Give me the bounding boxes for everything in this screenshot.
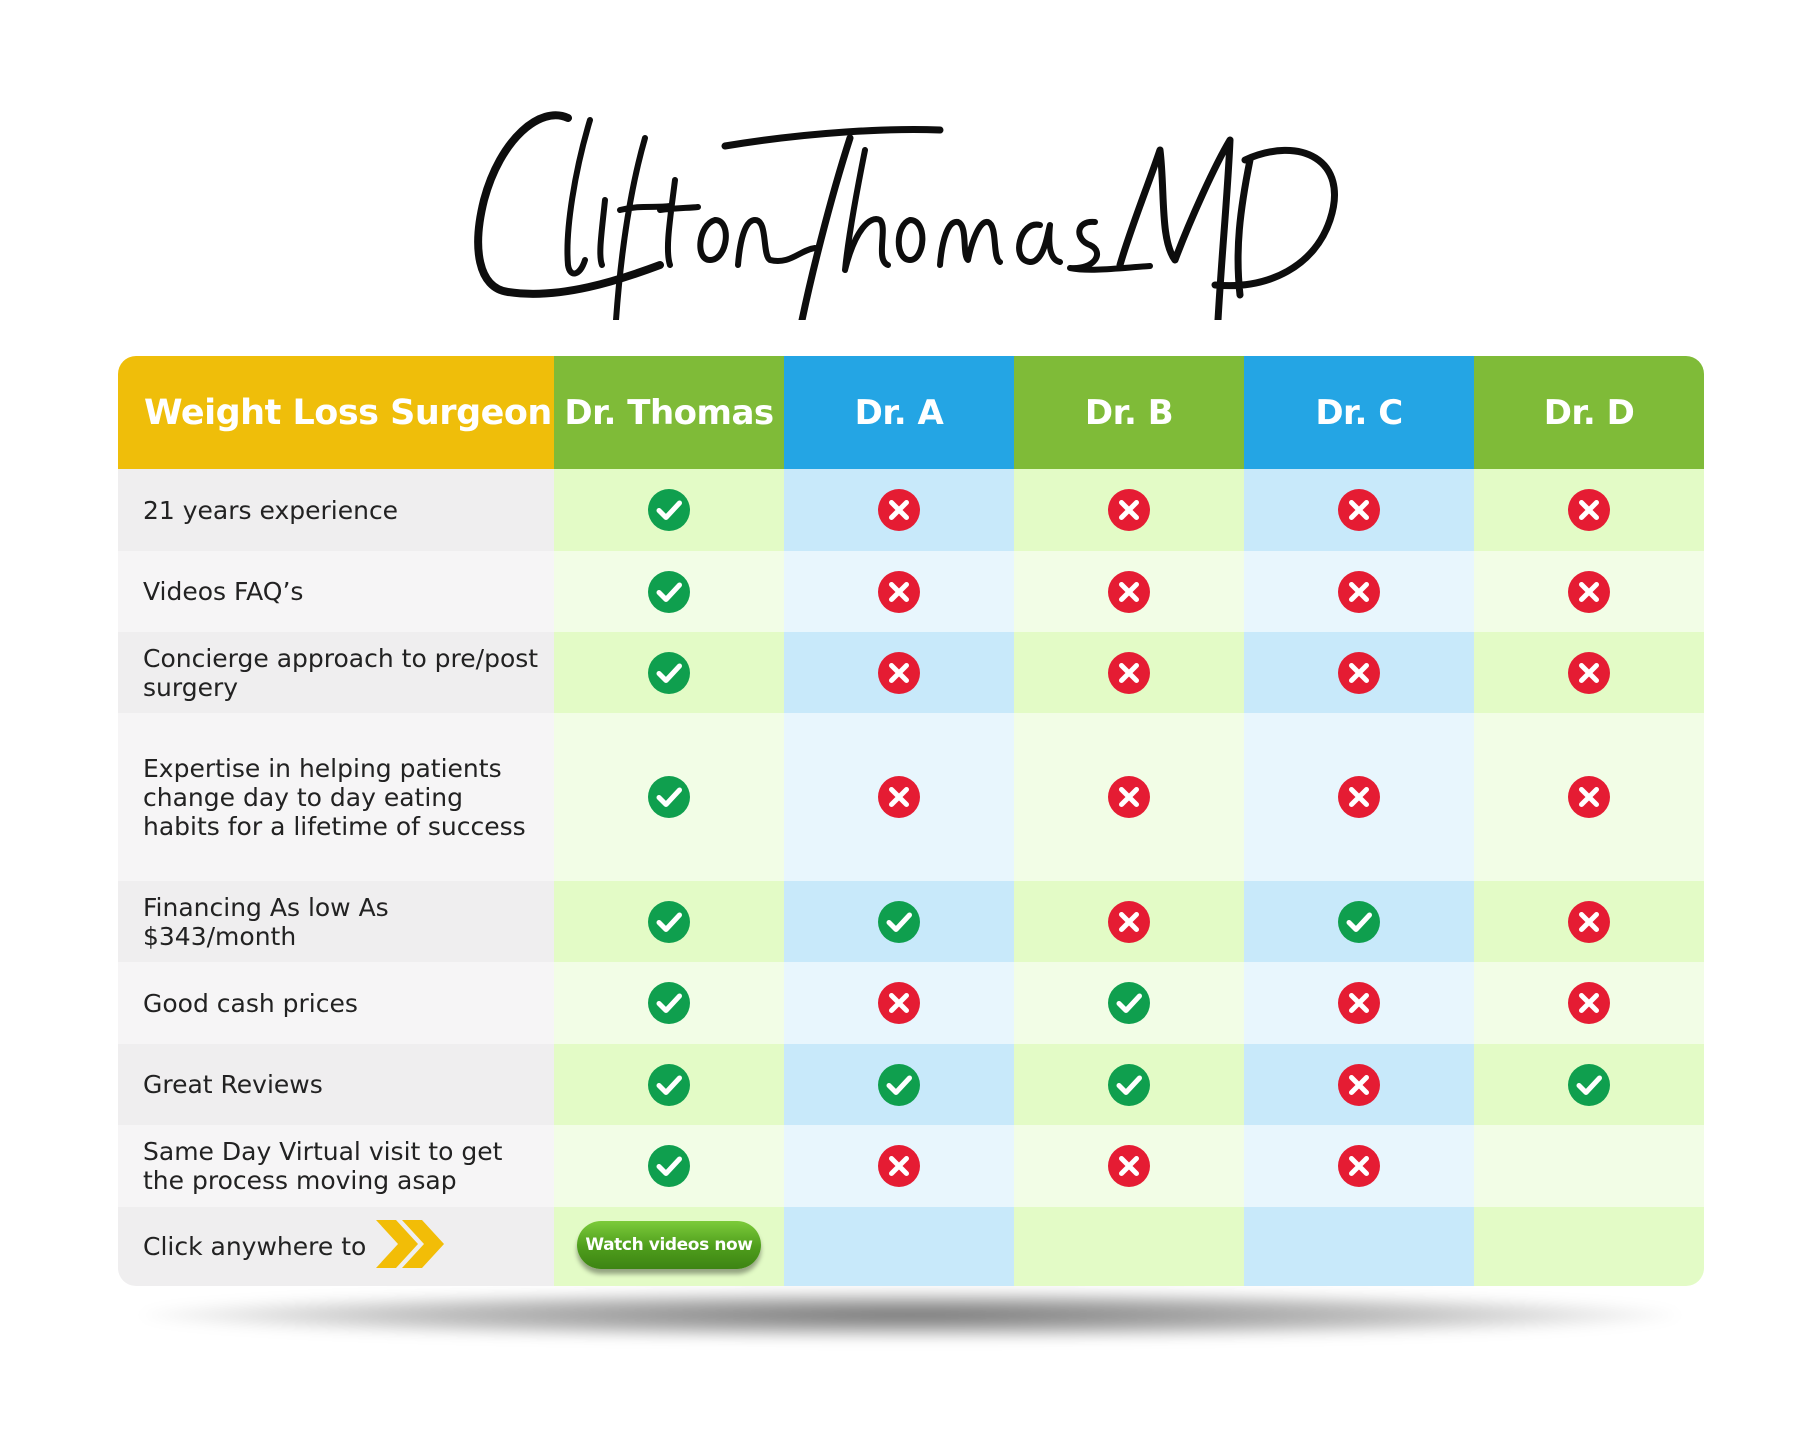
- table-drop-shadow: [140, 1290, 1680, 1340]
- cell-dr-c: [1244, 632, 1474, 713]
- cell-dr-c: [1244, 713, 1474, 881]
- x-circle-icon: [1337, 775, 1381, 819]
- cell-dr-d: [1474, 469, 1704, 551]
- cell-dr-d: [1474, 1125, 1704, 1207]
- row-label: 21 years experience: [118, 469, 554, 551]
- cell-dr-c: [1244, 1044, 1474, 1125]
- cell-dr-d: [1474, 881, 1704, 962]
- x-circle-icon: [1567, 900, 1611, 944]
- cell-dr-d: [1474, 713, 1704, 881]
- x-circle-icon: [877, 775, 921, 819]
- cta-cell-dr-a: [784, 1207, 1014, 1286]
- cell-dr-d: [1474, 962, 1704, 1044]
- x-circle-icon: [1107, 570, 1151, 614]
- cell-dr-thomas: [554, 1125, 784, 1207]
- cell-dr-b: [1014, 962, 1244, 1044]
- x-circle-icon: [1107, 651, 1151, 695]
- cell-dr-b: [1014, 1044, 1244, 1125]
- header-dr-c: Dr. C: [1244, 356, 1474, 469]
- cell-dr-thomas: [554, 551, 784, 632]
- cell-dr-d: [1474, 551, 1704, 632]
- cell-dr-b: [1014, 881, 1244, 962]
- check-circle-icon: [647, 1144, 691, 1188]
- cell-dr-thomas: [554, 881, 784, 962]
- header-dr-d: Dr. D: [1474, 356, 1704, 469]
- x-circle-icon: [1107, 900, 1151, 944]
- check-circle-icon: [647, 488, 691, 532]
- header-dr-a: Dr. A: [784, 356, 1014, 469]
- cell-dr-thomas: [554, 632, 784, 713]
- check-circle-icon: [647, 651, 691, 695]
- cell-dr-c: [1244, 881, 1474, 962]
- x-circle-icon: [1337, 651, 1381, 695]
- cell-dr-c: [1244, 962, 1474, 1044]
- x-circle-icon: [1337, 570, 1381, 614]
- cell-dr-c: [1244, 551, 1474, 632]
- cell-dr-a: [784, 881, 1014, 962]
- x-circle-icon: [877, 570, 921, 614]
- x-circle-icon: [1337, 981, 1381, 1025]
- x-circle-icon: [1107, 488, 1151, 532]
- cta-label-cell[interactable]: [118, 1207, 554, 1286]
- x-circle-icon: [1337, 488, 1381, 532]
- cell-dr-a: [784, 632, 1014, 713]
- x-circle-icon: [1567, 981, 1611, 1025]
- check-circle-icon: [647, 981, 691, 1025]
- cell-dr-b: [1014, 713, 1244, 881]
- cta-cell-dr-d: [1474, 1207, 1704, 1286]
- check-circle-icon: [647, 775, 691, 819]
- check-circle-icon: [1567, 1063, 1611, 1107]
- check-circle-icon: [647, 570, 691, 614]
- row-label: Concierge approach to pre/post surgery: [118, 632, 554, 713]
- cta-cell-dr-b: [1014, 1207, 1244, 1286]
- cell-dr-a: [784, 962, 1014, 1044]
- cell-dr-d: [1474, 1044, 1704, 1125]
- cell-dr-thomas: [554, 713, 784, 881]
- cta-cell-dr-thomas: [554, 1207, 784, 1286]
- x-circle-icon: [1337, 1144, 1381, 1188]
- check-circle-icon: [647, 1063, 691, 1107]
- clifton-thomas-md-signature-logo: [470, 80, 1350, 320]
- cell-dr-b: [1014, 1125, 1244, 1207]
- x-circle-icon: [877, 651, 921, 695]
- cell-dr-a: [784, 551, 1014, 632]
- surgeon-comparison-table: [118, 356, 1704, 1286]
- x-circle-icon: [1567, 775, 1611, 819]
- cell-dr-c: [1244, 1125, 1474, 1207]
- cell-dr-b: [1014, 632, 1244, 713]
- row-label: Good cash prices: [118, 962, 554, 1044]
- check-circle-icon: [647, 900, 691, 944]
- x-circle-icon: [1337, 1063, 1381, 1107]
- x-circle-icon: [1107, 775, 1151, 819]
- cta-label: Click anywhere to: [143, 1232, 367, 1261]
- header-dr-b: Dr. B: [1014, 356, 1244, 469]
- row-label: Expertise in helping patients change day to day eating habits for a lifetime of success: [118, 713, 554, 881]
- cell-dr-a: [784, 1125, 1014, 1207]
- double-chevron-right-icon: [372, 1216, 446, 1278]
- x-circle-icon: [877, 981, 921, 1025]
- row-label: Videos FAQ’s: [118, 551, 554, 632]
- x-circle-icon: [877, 488, 921, 532]
- cell-dr-a: [784, 713, 1014, 881]
- x-circle-icon: [877, 1144, 921, 1188]
- x-circle-icon: [1567, 651, 1611, 695]
- x-circle-icon: [1567, 570, 1611, 614]
- cell-dr-d: [1474, 632, 1704, 713]
- row-label: Same Day Virtual visit to get the process moving asap: [118, 1125, 554, 1207]
- check-circle-icon: [1107, 1063, 1151, 1107]
- watch-videos-now-button[interactable]: Watch videos now: [577, 1221, 761, 1269]
- cell-dr-thomas: [554, 962, 784, 1044]
- cta-cell-dr-c: [1244, 1207, 1474, 1286]
- cell-dr-b: [1014, 469, 1244, 551]
- check-circle-icon: [1337, 900, 1381, 944]
- cell-dr-c: [1244, 469, 1474, 551]
- cell-dr-b: [1014, 551, 1244, 632]
- header-dr-thomas: Dr. Thomas: [554, 356, 784, 469]
- header-weight-loss-surgeon: Weight Loss Surgeon: [118, 356, 554, 469]
- cell-dr-a: [784, 1044, 1014, 1125]
- x-circle-icon: [1567, 488, 1611, 532]
- cell-dr-thomas: [554, 1044, 784, 1125]
- cell-dr-thomas: [554, 469, 784, 551]
- row-label: Financing As low As $343/month: [118, 881, 554, 962]
- check-circle-icon: [1107, 981, 1151, 1025]
- x-circle-icon: [1107, 1144, 1151, 1188]
- check-circle-icon: [877, 900, 921, 944]
- check-circle-icon: [877, 1063, 921, 1107]
- row-label: Great Reviews: [118, 1044, 554, 1125]
- cell-dr-a: [784, 469, 1014, 551]
